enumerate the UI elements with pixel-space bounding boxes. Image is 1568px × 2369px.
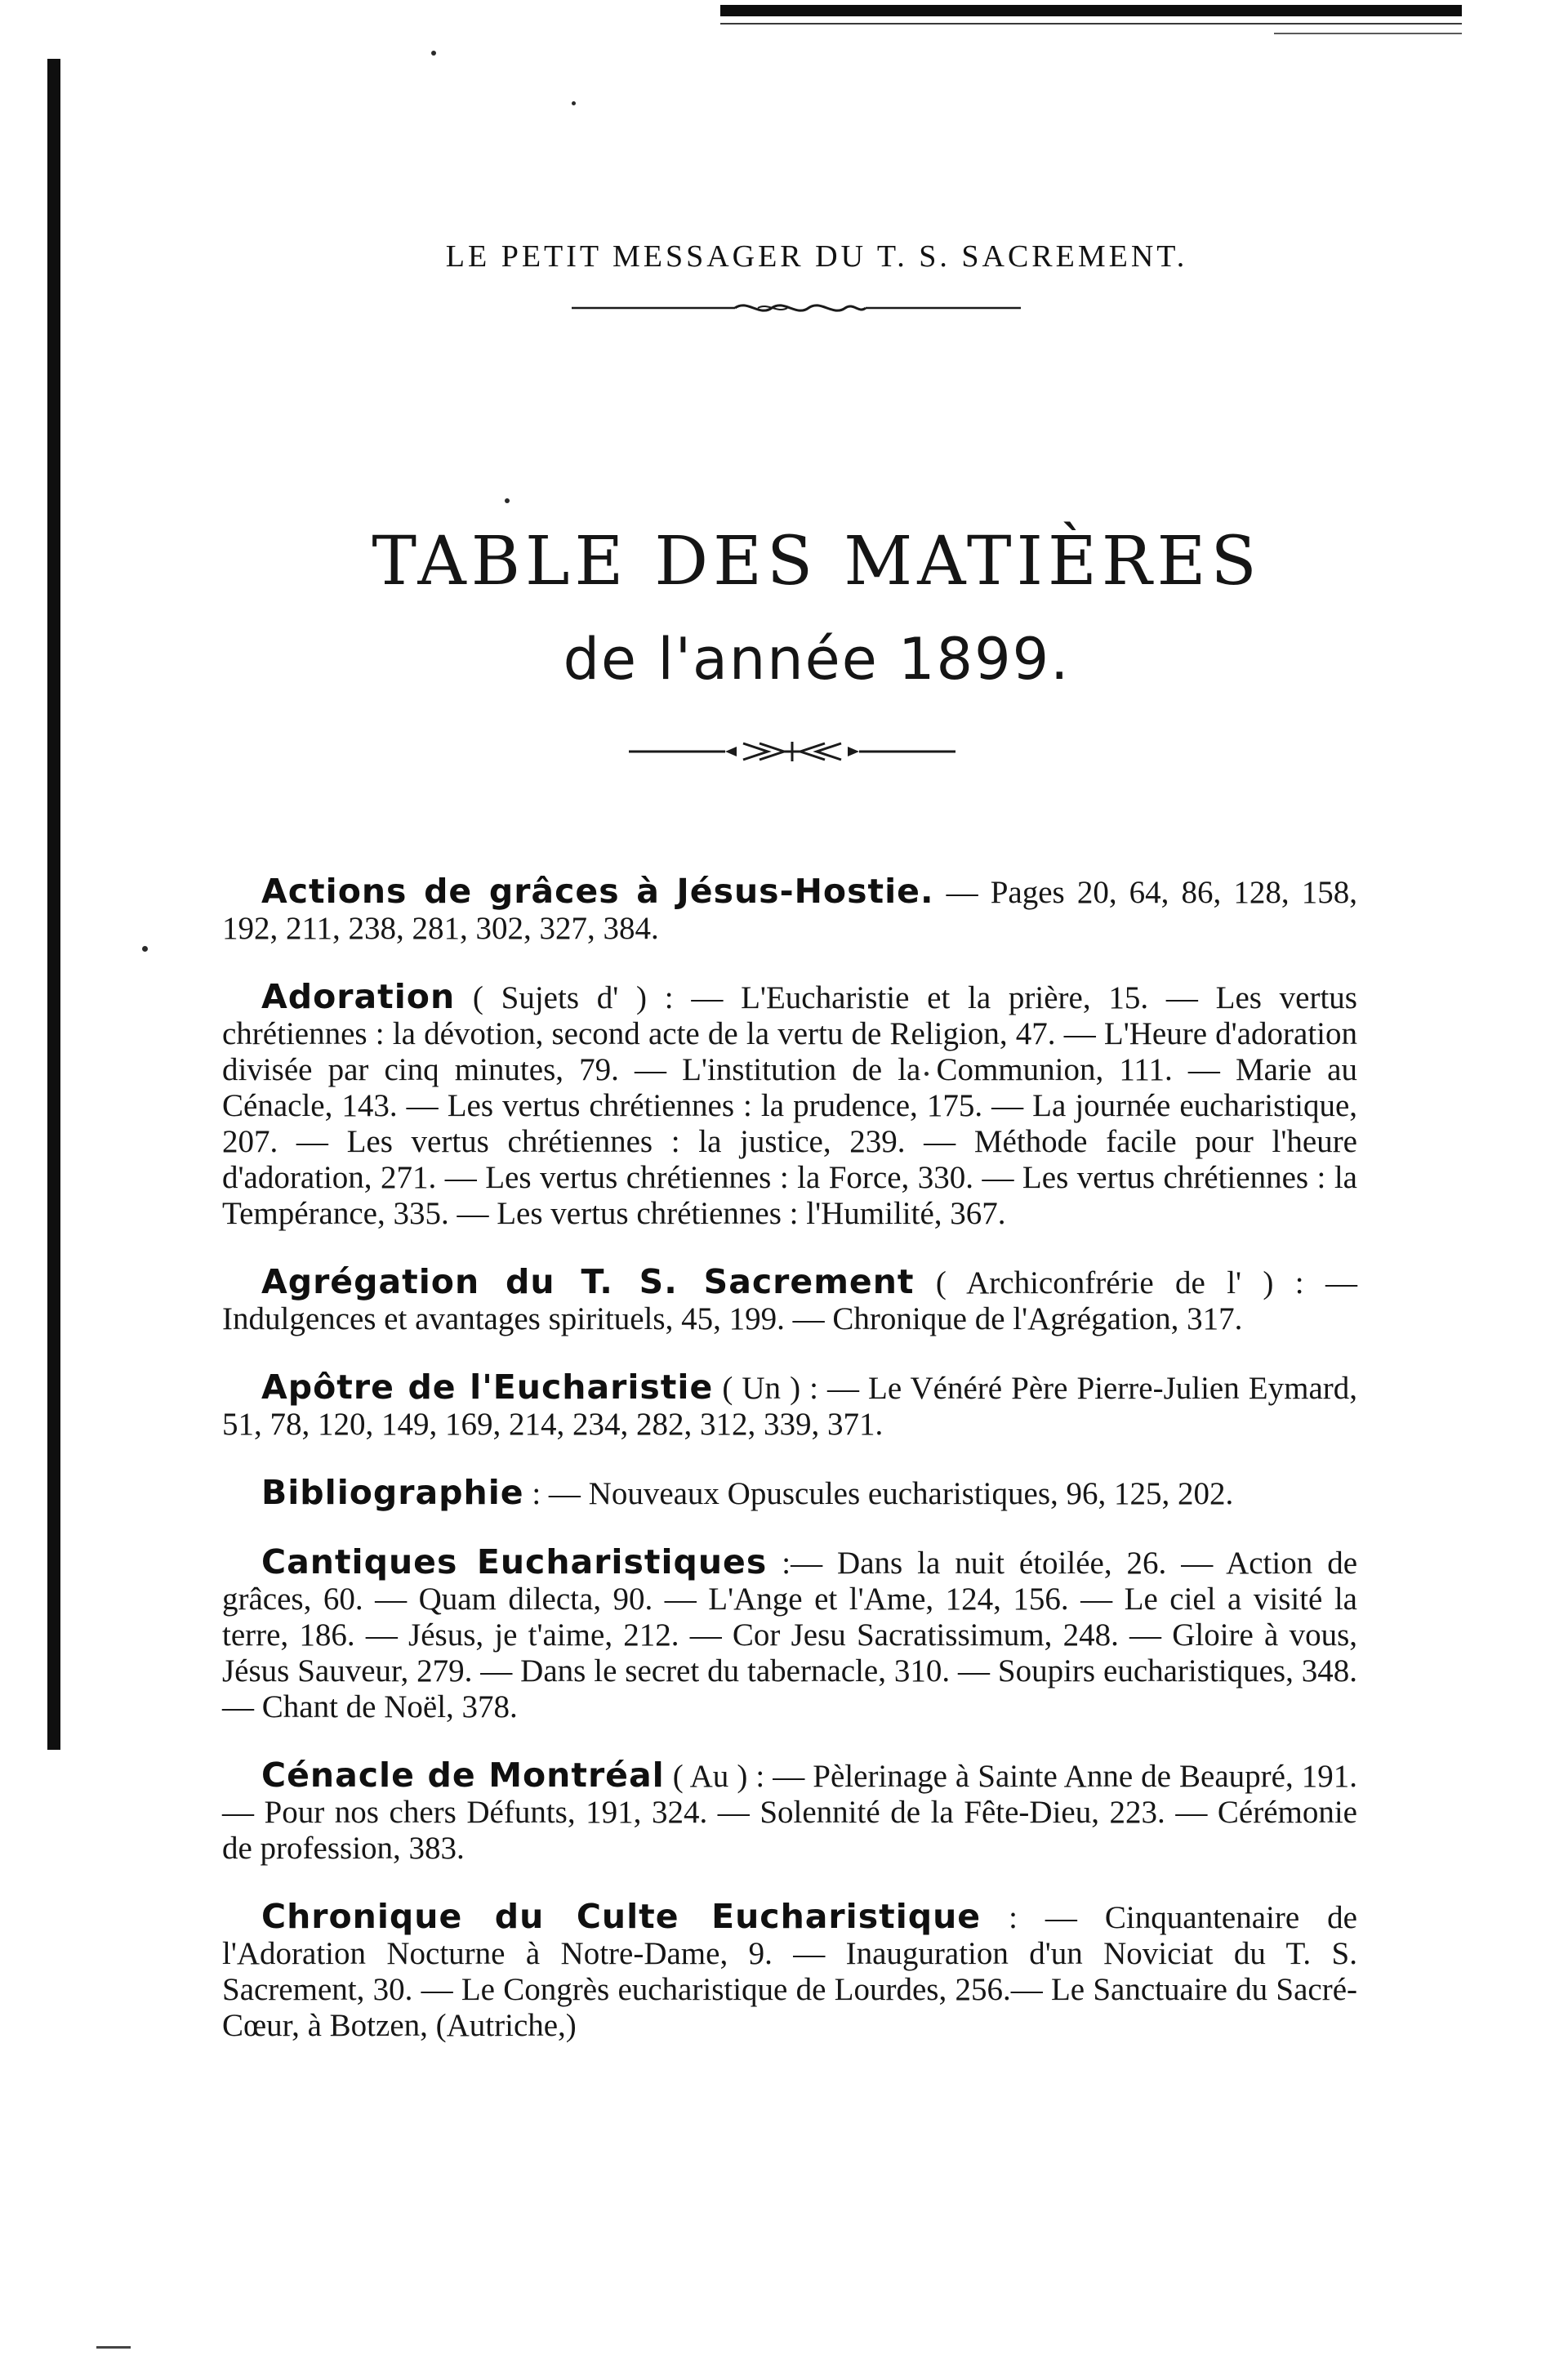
toc-entry	[222, 1898, 1357, 2044]
toc-entry-heading: Apôtre de l'Eucharistie	[261, 1367, 714, 1407]
toc-entry-text: — Pages 20, 64, 86, 128, 158, 192, 211, 238, 281, 302, 327, 384.	[222, 875, 1357, 946]
page-subtitle: de l'année 1899.	[563, 626, 1071, 693]
toc-entry-text: ( Un ) : — Le Vénéré Père Pierre-Julien Eymard, 51, 78, 120, 149, 169, 214, 234, 282, 312, 339, 371.	[222, 1371, 1357, 1442]
toc-entry	[222, 1474, 1357, 1512]
page-edge-rule-thin	[720, 23, 1462, 25]
toc-entry-text: ( Au ) : — Pèlerinage à Sainte Anne de Beaupré, 191. — Pour nos chers Défunts, 191, 324. — Solennité de la Fête-Dieu, 223. — Cérémonie de profession, 383.	[222, 1759, 1358, 1866]
toc-entry-heading: Actions de grâces à Jésus-Hostie.	[261, 872, 934, 911]
scan-speck	[572, 101, 576, 105]
page-title: TABLE DES MATIÈRES	[372, 523, 1262, 600]
binding-shadow-bar	[47, 59, 60, 1750]
toc-entry-heading: Agrégation du T. S. Sacrement	[261, 1262, 915, 1301]
scan-speck	[431, 51, 436, 56]
toc-entry-text: ( Archiconfrérie de l' ) : — Indulgences et avantages spirituels, 45, 199. — Chronique de l'Agrégation, 317.	[222, 1265, 1358, 1336]
toc-entry-heading: Cantiques Eucharistiques	[261, 1542, 768, 1582]
header-ornament	[572, 294, 1021, 322]
toc-entry	[222, 979, 1357, 1232]
page-edge-rule	[720, 5, 1462, 16]
table-of-contents	[222, 841, 1357, 2063]
toc-entry	[222, 1264, 1357, 1337]
section-ornament	[629, 735, 956, 768]
toc-entry	[222, 1369, 1357, 1443]
toc-entry-text: :— Dans la nuit étoilée, 26. — Action de grâces, 60. — Quam dilecta, 90. — L'Ange et l'Ame, 124, 156. — Le ciel a visité la terre, 186. — Jésus, je t'aime, 212. — Cor Jesu Sacratissimum, 248. — Gloire à vous, Jésus Sauveur, 279. — Dans le secret du tabernacle, 310. — Soupirs eucharistiques, 348. — Chant de Noël, 378.	[222, 1546, 1358, 1724]
scan-speck	[505, 498, 510, 503]
scan-speck	[142, 946, 148, 952]
toc-entry-text: ( Sujets d' ) : — L'Eucharistie et la prière, 15. — Les vertus chrétiennes : la dévotion, second acte de la vertu de Religion, 47. — L'Heure d'adoration divisée par cinq minutes, 79. — L'institution de la Communion, 111. — Marie au Cénacle, 143. — Les vertus chrétiennes : la prudence, 175. — La journée eucharistique, 207. — Les vertus chrétiennes : la justice, 239. — Méthode facile pour l'heure d'adoration, 271. — Les vertus chrétiennes : la Force, 330. — Les vertus chrétiennes : la Tempérance, 335. — Les vertus chrétiennes : l'Humilité, 367.	[222, 980, 1357, 1231]
toc-entry-heading: Chronique du Culte Eucharistique	[261, 1897, 982, 1936]
toc-entry-heading: Adoration	[261, 977, 456, 1016]
scan-mark	[96, 2346, 131, 2349]
toc-entry	[222, 1757, 1357, 1867]
toc-entry-heading: Cénacle de Montréal	[261, 1756, 665, 1795]
toc-entry-heading: Bibliographie	[261, 1473, 524, 1512]
toc-entry-text: : — Nouveaux Opuscules eucharistiques, 96, 125, 202.	[523, 1476, 1234, 1511]
toc-entry	[222, 873, 1357, 947]
toc-entry	[222, 1544, 1357, 1725]
toc-entry-text: : — Cinquantenaire de l'Adoration Nocturne à Notre-Dame, 9. — Inauguration d'un Noviciat du T. S. Sacrement, 30. — Le Congrès eucharistique de Lourdes, 256.— Le Sanctuaire du Sacré-Cœur, à Botzen, (Autriche,)	[222, 1900, 1357, 2043]
page-edge-rule-thin-short	[1274, 33, 1462, 34]
running-head: LE PETIT MESSAGER DU T. S. SACREMENT.	[445, 239, 1188, 274]
